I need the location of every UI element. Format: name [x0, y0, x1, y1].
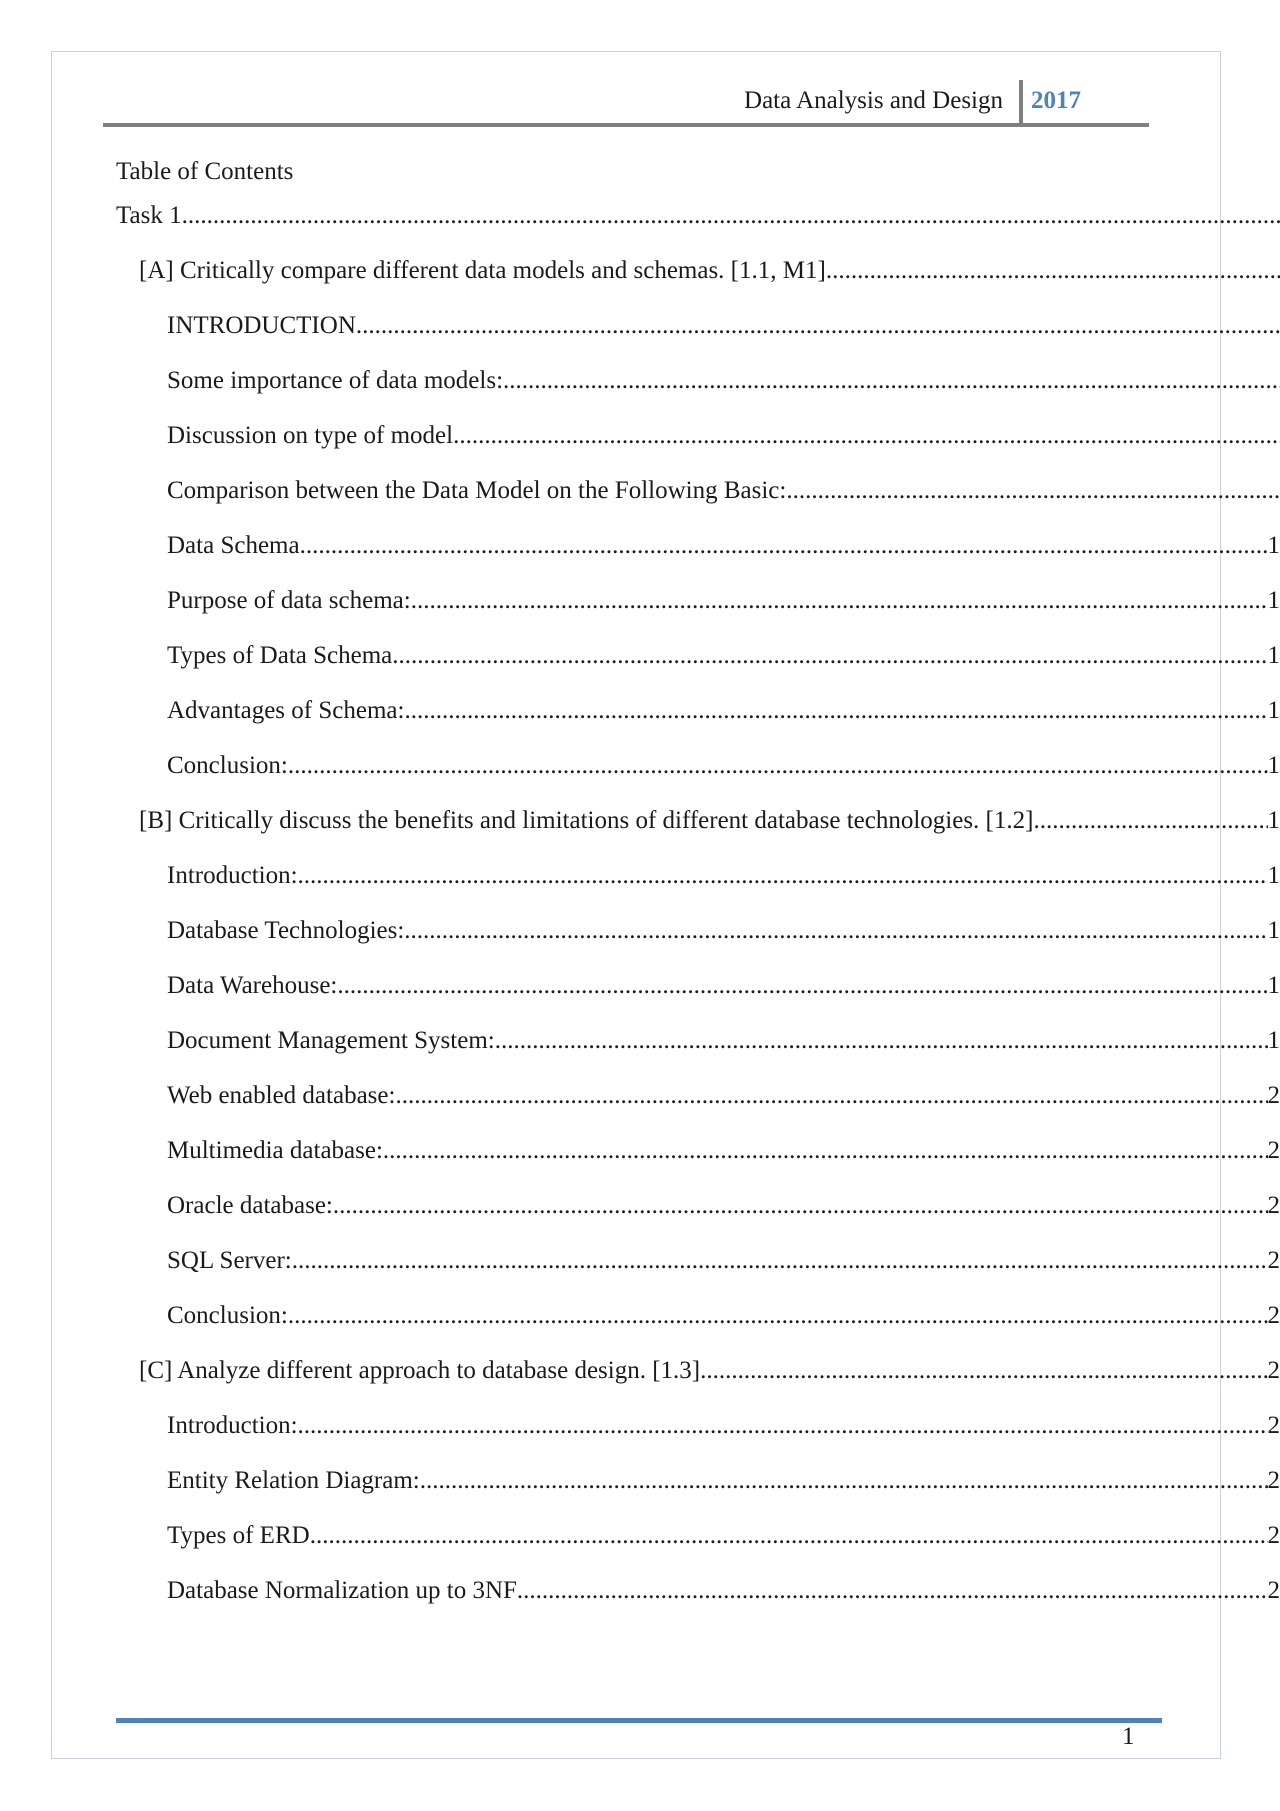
toc-entry-label: Types of Data Schema [167, 642, 393, 669]
toc-entry-database-normalization[interactable] [167, 1576, 1280, 1606]
footer-page-number: 1 [1122, 1723, 1135, 1750]
toc-entry-label: [B] Critically discuss the benefits and limitations of different database technologies. [1.2] [139, 807, 1034, 834]
toc-entry-label: Introduction: [167, 862, 298, 889]
footer-rule [116, 1718, 1162, 1723]
toc-leader [288, 1301, 1268, 1331]
toc-entry-label: Conclusion: [167, 752, 288, 779]
toc-entry-label: INTRODUCTION [167, 312, 356, 339]
toc-entry-data-warehouse[interactable] [167, 971, 1280, 1001]
toc-entry-importance-data-models[interactable] [167, 366, 1280, 396]
toc-leader [1033, 806, 1267, 836]
toc-entry-page: 2 [1267, 1192, 1280, 1219]
toc-entry-data-schema[interactable] [167, 531, 1280, 561]
toc-heading: Table of Contents [116, 158, 294, 185]
toc-leader [420, 1466, 1268, 1496]
toc-entry-label: Multimedia database: [167, 1137, 383, 1164]
toc-entry-conclusion-b[interactable] [167, 1301, 1280, 1331]
toc-entry-page: 2 [1267, 1467, 1280, 1494]
toc-entry-page: 1 [1267, 862, 1280, 889]
toc-entry-label: Introduction: [167, 1412, 298, 1439]
toc-entry-web-enabled-database[interactable] [167, 1081, 1280, 1111]
toc-entry-page: 1 [1267, 1027, 1280, 1054]
toc-entry-label: [C] Analyze different approach to database design. [1.3] [139, 1357, 701, 1384]
toc-entry-label: Data Warehouse: [167, 972, 338, 999]
toc-entry-oracle-database[interactable] [167, 1191, 1280, 1221]
toc-leader [300, 531, 1268, 561]
toc-leader [298, 861, 1268, 891]
toc-entry-section-a[interactable] [139, 256, 1280, 286]
toc-entry-page: 1 [1267, 807, 1280, 834]
toc-leader [383, 1136, 1268, 1166]
toc-leader [411, 586, 1268, 616]
toc-leader [337, 971, 1267, 1001]
toc-entry-page: 1 [1267, 752, 1280, 779]
toc-entry-page: 2 [1267, 1302, 1280, 1329]
header-rule [103, 123, 1149, 127]
toc-entry-label: Document Management System: [167, 1027, 495, 1054]
toc-entry-discussion-type-model[interactable] [167, 421, 1280, 451]
toc-entry-label: Some importance of data models: [167, 367, 504, 394]
toc-entry-label: Oracle database: [167, 1192, 333, 1219]
toc-entry-conclusion-a[interactable] [167, 751, 1280, 781]
toc-entry-label: Purpose of data schema: [167, 587, 411, 614]
toc-entry-label: Web enabled database: [167, 1082, 396, 1109]
header-separator [1019, 80, 1023, 125]
toc-entry-multimedia-database[interactable] [167, 1136, 1280, 1166]
toc-entry-page: 1 [1267, 642, 1280, 669]
toc-entry-comparison-data-model[interactable] [167, 476, 1280, 506]
toc-entry-label: [A] Critically compare different data models and schemas. [1.1, M1] [139, 257, 826, 284]
toc-entry-page: 2 [1267, 1357, 1280, 1384]
toc-entry-page: 2 [1267, 1247, 1280, 1274]
toc-leader [453, 421, 1280, 451]
toc-entry-page: 1 [1267, 697, 1280, 724]
toc-entry-database-technologies[interactable] [167, 916, 1280, 946]
page-header [103, 80, 1149, 125]
toc-leader [288, 751, 1268, 781]
toc-leader [517, 1576, 1268, 1606]
page-border [51, 51, 1221, 1759]
toc-entry-label: Entity Relation Diagram: [167, 1467, 420, 1494]
toc-entry-label: Data Schema [167, 532, 300, 559]
toc-leader [495, 1026, 1268, 1056]
toc-entry-section-c[interactable] [139, 1356, 1280, 1386]
header-title: Data Analysis and Design [744, 87, 1003, 114]
toc-entry-page: 2 [1267, 1137, 1280, 1164]
toc-leader [503, 366, 1280, 396]
toc-leader [392, 641, 1267, 671]
toc-leader [786, 476, 1280, 506]
toc-entry-introduction-b[interactable] [167, 861, 1280, 891]
toc-entry-page: 2 [1267, 1082, 1280, 1109]
toc-entry-page: 1 [1267, 587, 1280, 614]
toc-entry-page: 2 [1267, 1412, 1280, 1439]
toc-entry-advantages-schema[interactable] [167, 696, 1280, 726]
toc-entry-introduction[interactable] [167, 311, 1280, 341]
toc-leader [298, 1411, 1268, 1441]
toc-entry-label: Discussion on type of model [167, 422, 454, 449]
toc-entry-document-management[interactable] [167, 1026, 1280, 1056]
toc-leader [395, 1081, 1267, 1111]
toc-entry-page: 1 [1267, 917, 1280, 944]
toc-leader [404, 916, 1267, 946]
toc-entry-label: Advantages of Schema: [167, 697, 405, 724]
toc-entry-label: Comparison between the Data Model on the Following Basic: [167, 477, 787, 504]
toc-entry-label: Types of ERD [167, 1522, 310, 1549]
toc-entry-label: Database Technologies: [167, 917, 405, 944]
toc-leader [826, 256, 1280, 286]
toc-leader [310, 1521, 1268, 1551]
header-year: 2017 [1031, 87, 1081, 114]
toc-leader [404, 696, 1267, 726]
toc-entry-page: 1 [1267, 972, 1280, 999]
toc-entry-sql-server[interactable] [167, 1246, 1280, 1276]
toc-leader [700, 1356, 1267, 1386]
toc-entry-types-of-erd[interactable] [167, 1521, 1280, 1551]
toc-entry-label: Task 1 [116, 202, 182, 229]
toc-entry-types-data-schema[interactable] [167, 641, 1280, 671]
toc-entry-page: 2 [1267, 1522, 1280, 1549]
toc-leader [333, 1191, 1268, 1221]
toc-entry-introduction-c[interactable] [167, 1411, 1280, 1441]
toc-entry-purpose-data-schema[interactable] [167, 586, 1280, 616]
toc-entry-label: Database Normalization up to 3NF [167, 1577, 517, 1604]
toc-entry-section-b[interactable] [139, 806, 1280, 836]
toc-entry-label: Conclusion: [167, 1302, 288, 1329]
toc-entry-page: 1 [1267, 532, 1280, 559]
toc-leader [356, 311, 1280, 341]
toc-entry-task-1[interactable] [116, 201, 1280, 231]
toc-entry-entity-relation-diagram[interactable] [167, 1466, 1280, 1496]
toc-entry-page: 2 [1267, 1577, 1280, 1604]
toc-leader [292, 1246, 1268, 1276]
toc-entry-label: SQL Server: [167, 1247, 292, 1274]
toc-leader [182, 201, 1280, 231]
